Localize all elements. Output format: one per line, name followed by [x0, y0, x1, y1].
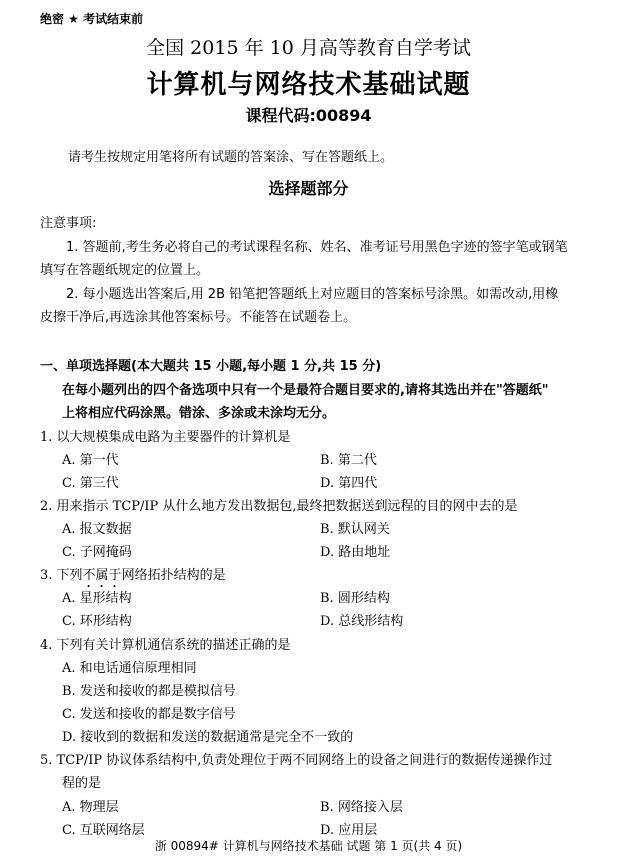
question-1-stem: 1. 以大规模集成电路为主要器件的计算机是 [40, 430, 291, 445]
note-2-line-1: 2. 每小题选出答案后,用 2B 铅笔把答题纸上对应题目的答案标号涂黑。如需改动,用橡 [66, 287, 559, 302]
question-4-option-b: B. 发送和接收的都是模拟信号 [62, 684, 236, 699]
paper-title: 计算机与网络技术基础试题 [146, 70, 471, 100]
question-1-option-d: D. 第四代 [320, 476, 378, 491]
question-2-stem: 2. 用来指示 TCP/IP 从什么地方发出数据包,最终把数据送到远程的目的网中去的是 [40, 499, 518, 514]
question-1-option-a: A. 第一代 [62, 453, 119, 468]
question-1-option-c: C. 第三代 [62, 476, 119, 491]
question-3-option-c: C. 环形结构 [62, 614, 132, 629]
question-3-option-a: A. 星形结构 [62, 591, 132, 606]
question-5-option-a: A. 物理层 [62, 800, 119, 815]
part1-description-line-1: 在每小题列出的四个备选项中只有一个是最符合题目要求的,请将其选出并在"答题纸" [62, 383, 549, 398]
question-2-option-a: A. 报文数据 [62, 522, 132, 537]
question-3-stem-prefix: 3. 下列 [40, 568, 83, 583]
question-5-option-d: D. 应用层 [320, 823, 378, 838]
question-4-option-a: A. 和电话通信原理相同 [62, 661, 197, 676]
question-2-option-d: D. 路由地址 [320, 545, 391, 560]
question-3-emphasis: 不属于 [82, 568, 122, 583]
question-5-option-c: C. 互联网络层 [62, 823, 145, 838]
notes-heading: 注意事项: [40, 216, 97, 231]
question-3-stem-suffix: 网络拓扑结构的是 [121, 568, 226, 583]
section-title: 选择题部分 [268, 179, 349, 198]
question-3-option-b: B. 圆形结构 [320, 591, 390, 606]
question-2-option-b: B. 默认网关 [320, 522, 390, 537]
question-5-stem-line-2: 程的是 [62, 776, 102, 791]
question-4-stem: 4. 下列有关计算机通信系统的描述正确的是 [40, 638, 291, 653]
note-1-line-1: 1. 答题前,考生务必将自己的考试课程名称、姓名、准考证号用黑色字迹的签字笔或钢笔 [66, 240, 568, 255]
question-5-stem-line-1: 5. TCP/IP 协议体系结构中,负责处理位于两不同网络上的设备之间进行的数据传递操作过 [40, 753, 553, 768]
part1-heading: 一、单项选择题(本大题共 15 小题,每小题 1 分,共 15 分) [40, 359, 382, 374]
question-5-option-b: B. 网络接入层 [320, 800, 403, 815]
question-3-option-d: D. 总线形结构 [320, 614, 404, 629]
page-footer: 浙 00894# 计算机与网络技术基础 试题 第 1 页(共 4 页) [154, 839, 463, 853]
question-4-option-d: D. 接收到的数据和发送的数据通常是完全不一致的 [62, 730, 354, 745]
exam-title: 全国 2015 年 10 月高等教育自学考试 [146, 37, 471, 59]
part1-description-line-2: 上将相应代码涂黑。错涂、多涂或未涂均无分。 [62, 406, 336, 421]
course-code: 课程代码:00894 [245, 106, 372, 125]
note-2-line-2: 皮擦干净后,再选涂其他答案标号。不能答在试题卷上。 [40, 310, 357, 325]
question-1-option-b: B. 第二代 [320, 453, 377, 468]
question-4-option-c: C. 发送和接收的都是数字信号 [62, 707, 236, 722]
confidential-mark: 绝密 ★ 考试结束前 [40, 12, 144, 26]
answer-instruction: 请考生按规定用笔将所有试题的答案涂、写在答题纸上。 [68, 150, 394, 165]
question-2-option-c: C. 子网掩码 [62, 545, 132, 560]
note-1-line-2: 填写在答题纸规定的位置上。 [40, 263, 210, 278]
